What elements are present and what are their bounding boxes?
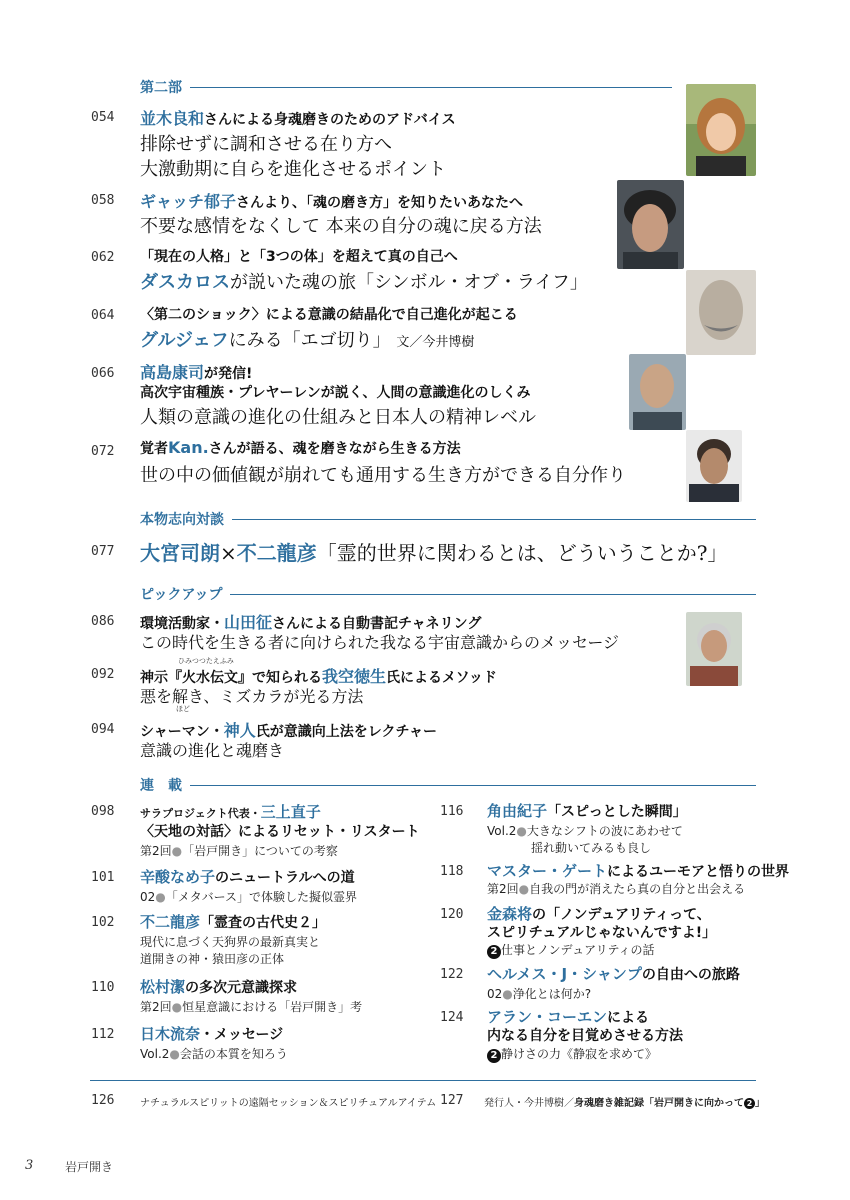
bullet-icon: ● <box>169 1047 180 1061</box>
bullet-icon: ● <box>516 824 527 838</box>
article-subtitle: 〈第二のショック〉による意識の結晶化で自己進化が起こる <box>140 307 518 323</box>
portrait-photo <box>686 84 756 176</box>
section-rule <box>232 519 756 520</box>
person-name: 不二龍彦 <box>140 913 201 931</box>
serial-subtitle: 揺れ動いてみるも良し <box>531 841 652 855</box>
serial-subtitle <box>140 1045 288 1062</box>
page-number: 118 <box>440 864 464 879</box>
section-serial <box>140 776 756 794</box>
section-dialogue <box>140 510 756 528</box>
serial-title <box>140 911 326 932</box>
person-name: ダスカロス <box>140 272 230 293</box>
person-name: 三上直子 <box>260 803 321 821</box>
title-text: 「スピっとした瞬間」 <box>547 804 687 820</box>
portrait-photo <box>617 180 684 269</box>
episode-label: Vol.2 <box>487 824 517 838</box>
page-number: 126 <box>91 1093 115 1108</box>
article-subtitle <box>140 189 523 212</box>
person-name: 並木良和 <box>140 109 205 128</box>
magazine-title: 岩戸開き <box>65 1160 114 1174</box>
page-number: 077 <box>91 544 115 559</box>
section-label: 本物志向対談 <box>140 512 224 528</box>
title-text: による <box>607 1010 650 1026</box>
portrait-photo <box>686 430 742 502</box>
serial-title <box>140 1023 283 1044</box>
person-name: 高島康司 <box>140 363 205 382</box>
person-name: 大宮司朗 <box>140 541 220 565</box>
page-number: 102 <box>91 915 115 930</box>
subtitle-prefix: 覚者 <box>140 441 168 457</box>
article-subtitle: 高次宇宙種族・プレヤーレンが説く、人間の意識進化のしくみ <box>140 385 531 401</box>
bullet-icon: ● <box>502 987 513 1001</box>
person-name: 神人 <box>223 721 256 740</box>
footer-rule <box>90 1080 756 1081</box>
bullet-icon: ● <box>155 890 166 904</box>
page-number: 054 <box>91 110 115 125</box>
bullet-icon: ● <box>518 882 530 896</box>
article-subtitle <box>140 106 456 129</box>
article-title: 大激動期に自らを進化させるポイント <box>140 159 446 180</box>
folio-number: 3 <box>25 1158 34 1173</box>
person-name: Kan. <box>168 438 209 457</box>
subtitle-text: さんによる自動書記チャネリング <box>272 616 482 632</box>
article-title: この時代を生きる者に向けられた我なる宇宙意識からのメッセージ <box>140 633 620 652</box>
serial-title: スピリチュアルじゃないんですよ!」 <box>487 925 717 941</box>
person-name: 角由紀子 <box>487 802 548 820</box>
furigana: ほど <box>176 705 190 713</box>
title-text: ・メッセージ <box>200 1027 284 1043</box>
title-text: の「ノンデュアリティって、 <box>532 907 711 923</box>
times-symbol: × <box>220 541 237 565</box>
serial-title <box>487 800 687 821</box>
serial-title <box>140 976 297 997</box>
person-name: アラン・コーエン <box>487 1008 608 1026</box>
title-text: 「霊査の古代史２」 <box>200 915 327 931</box>
page-number: 112 <box>91 1027 115 1042</box>
serial-subtitle <box>487 822 683 839</box>
article-title <box>140 537 728 566</box>
article-subtitle <box>140 438 461 458</box>
serial-title <box>487 1006 649 1027</box>
episode-label: Vol.2 <box>140 1047 170 1061</box>
article-title: 不要な感情をなくして 本来の自分の魂に戻る方法 <box>140 216 542 237</box>
section-label: ピックアップ <box>140 587 223 603</box>
episode-label: 02 <box>140 890 156 904</box>
person-name: 不二龍彦 <box>236 541 317 565</box>
serial-subtitle <box>487 941 654 959</box>
number-badge: 2 <box>744 1098 755 1109</box>
article-title <box>140 268 588 294</box>
serial-title <box>140 801 321 822</box>
bullet-icon: ● <box>171 844 183 858</box>
subtitle-prefix: シャーマン・ <box>140 724 224 740</box>
bullet-icon: ● <box>171 1000 183 1014</box>
section-part2 <box>140 78 672 96</box>
episode-label: 02 <box>487 987 503 1001</box>
title-text: にみる「エゴ切り」 <box>228 330 391 351</box>
title-text: の多次元意識探求 <box>185 980 298 996</box>
person-name: 我空徳生 <box>322 667 387 686</box>
article-title: 悪を解き、ミズカラが光る方法 <box>140 687 364 706</box>
title-prefix: サラプロジェクト代表・ <box>140 807 261 820</box>
person-name: ヘルメス・J・シャンプ <box>487 965 642 983</box>
page-number: 094 <box>91 722 115 737</box>
person-name: グルジェフ <box>140 330 229 351</box>
person-name: マスター・ゲート <box>487 862 608 880</box>
page-number: 098 <box>91 804 115 819</box>
number-badge: 2 <box>487 945 501 959</box>
page-number: 058 <box>91 193 115 208</box>
title-text: のニュートラルへの道 <box>215 870 355 886</box>
subtitle-text: 静けさの力《静寂を求めて》 <box>501 1047 658 1061</box>
subtitle-text: 「岩戸開き」についての考察 <box>182 844 338 858</box>
subtitle-text: 氏が意識向上法をレクチャー <box>255 724 438 740</box>
article-title: 世の中の価値観が崩れても通用する生き方ができる自分作り <box>140 465 626 486</box>
page-number: 066 <box>91 366 115 381</box>
page-number: 127 <box>440 1093 464 1108</box>
entry-title-end: 」 <box>755 1098 765 1109</box>
serial-subtitle <box>140 998 362 1015</box>
furigana: ひみつつたえふみ <box>178 657 234 665</box>
page-number: 062 <box>91 250 115 265</box>
subtitle-prefix: 神示『火水伝文』で知られる <box>140 670 322 686</box>
title-text: の自由への旅路 <box>641 967 740 983</box>
article-subtitle <box>140 360 252 383</box>
page-number: 110 <box>91 980 115 995</box>
subtitle-text: 氏によるメソッド <box>386 670 497 686</box>
serial-subtitle <box>140 888 357 905</box>
serial-title <box>140 866 355 887</box>
article-title <box>140 326 474 352</box>
section-rule <box>190 87 672 88</box>
section-rule <box>230 594 756 595</box>
subtitle-text: 恒星意識における「岩戸開き」考 <box>182 1000 363 1014</box>
serial-title <box>487 963 740 984</box>
page-number: 064 <box>91 308 115 323</box>
page-number: 101 <box>91 870 115 885</box>
serial-subtitle <box>140 842 338 859</box>
subtitle-text: 浄化とは何か? <box>512 987 592 1001</box>
title-text: が説いた魂の旅「シンボル・オブ・ライフ」 <box>230 272 588 293</box>
portrait-photo <box>629 354 686 430</box>
person-name: 金森将 <box>487 905 533 923</box>
number-badge: 2 <box>487 1049 501 1063</box>
portrait-photo <box>686 612 742 686</box>
serial-subtitle <box>487 880 745 897</box>
article-title: 意識の進化と魂磨き <box>140 741 285 760</box>
page-number: 116 <box>440 804 464 819</box>
section-pickup <box>140 585 756 603</box>
serial-subtitle: 現代に息づく天狗界の最新真実と <box>140 935 321 949</box>
serial-title: 内なる自分を目覚めさせる方法 <box>487 1028 683 1044</box>
portrait-photo <box>686 270 756 355</box>
article-title: 排除せずに調和させる在り方へ <box>140 134 392 155</box>
person-name: 日木流奈 <box>140 1025 201 1043</box>
subtitle-text: さんより、「魂の磨き方」を知りたいあなたへ <box>236 195 524 211</box>
episode-label: 第2回 <box>140 844 172 858</box>
title-text: 「霊的世界に関わるとは、どういうことか?」 <box>316 541 728 565</box>
footer-entry: ナチュラルスピリットの遠隔セッション＆スピリチュアルアイテム <box>140 1098 437 1109</box>
serial-subtitle <box>487 985 591 1002</box>
serial-title <box>487 903 711 924</box>
subtitle-text: さんによる身魂磨きのためのアドバイス <box>204 112 456 128</box>
subtitle-text: 「メタバース」で体験した擬似霊界 <box>165 890 358 904</box>
section-label: 第二部 <box>140 80 182 96</box>
footer-entry <box>484 1094 765 1109</box>
page-number: 086 <box>91 614 115 629</box>
subtitle-text: 仕事とノンデュアリティの話 <box>501 943 655 957</box>
article-subtitle: 「現在の人格」と「3つの体」を超えて真の自己へ <box>140 249 458 265</box>
episode-label: 第2回 <box>487 882 519 896</box>
subtitle-text: さんが語る、魂を磨きながら生きる方法 <box>208 441 461 457</box>
person-name: 辛酸なめ子 <box>140 868 216 886</box>
episode-label: 第2回 <box>140 1000 172 1014</box>
person-name: 山田征 <box>224 613 273 632</box>
subtitle-text: 自我の門が消えたら真の自分と出会える <box>529 882 746 896</box>
person-name: ギャッチ郁子 <box>140 192 237 211</box>
subtitle-text: が発信! <box>204 366 253 382</box>
page-number: 120 <box>440 907 464 922</box>
page-number: 122 <box>440 967 464 982</box>
page-number: 124 <box>440 1010 464 1025</box>
serial-subtitle <box>487 1045 657 1063</box>
entry-title: 身魂磨き雑記録「岩戸開きに向かって <box>574 1098 744 1109</box>
serial-subtitle: 道開きの神・猿田彦の正体 <box>140 952 285 966</box>
article-title: 人類の意識の進化の仕組みと日本人の精神レベル <box>140 407 536 428</box>
subtitle-text: 大きなシフトの波にあわせて <box>526 824 683 838</box>
author-credit: 文／今井博樹 <box>396 335 475 350</box>
subtitle-text: 会話の本質を知ろう <box>179 1047 288 1061</box>
subtitle-prefix: 環境活動家・ <box>140 616 224 632</box>
title-text: によるユーモアと悟りの世界 <box>607 864 790 880</box>
publisher-label: 発行人・今井博樹／ <box>484 1098 574 1109</box>
person-name: 松村潔 <box>140 978 186 996</box>
serial-title: 〈天地の対話〉によるリセット・リスタート <box>140 824 420 840</box>
page-number: 092 <box>91 667 115 682</box>
page-number: 072 <box>91 444 115 459</box>
serial-title <box>487 860 789 881</box>
section-label: 連 載 <box>140 778 182 794</box>
section-rule <box>190 785 756 786</box>
